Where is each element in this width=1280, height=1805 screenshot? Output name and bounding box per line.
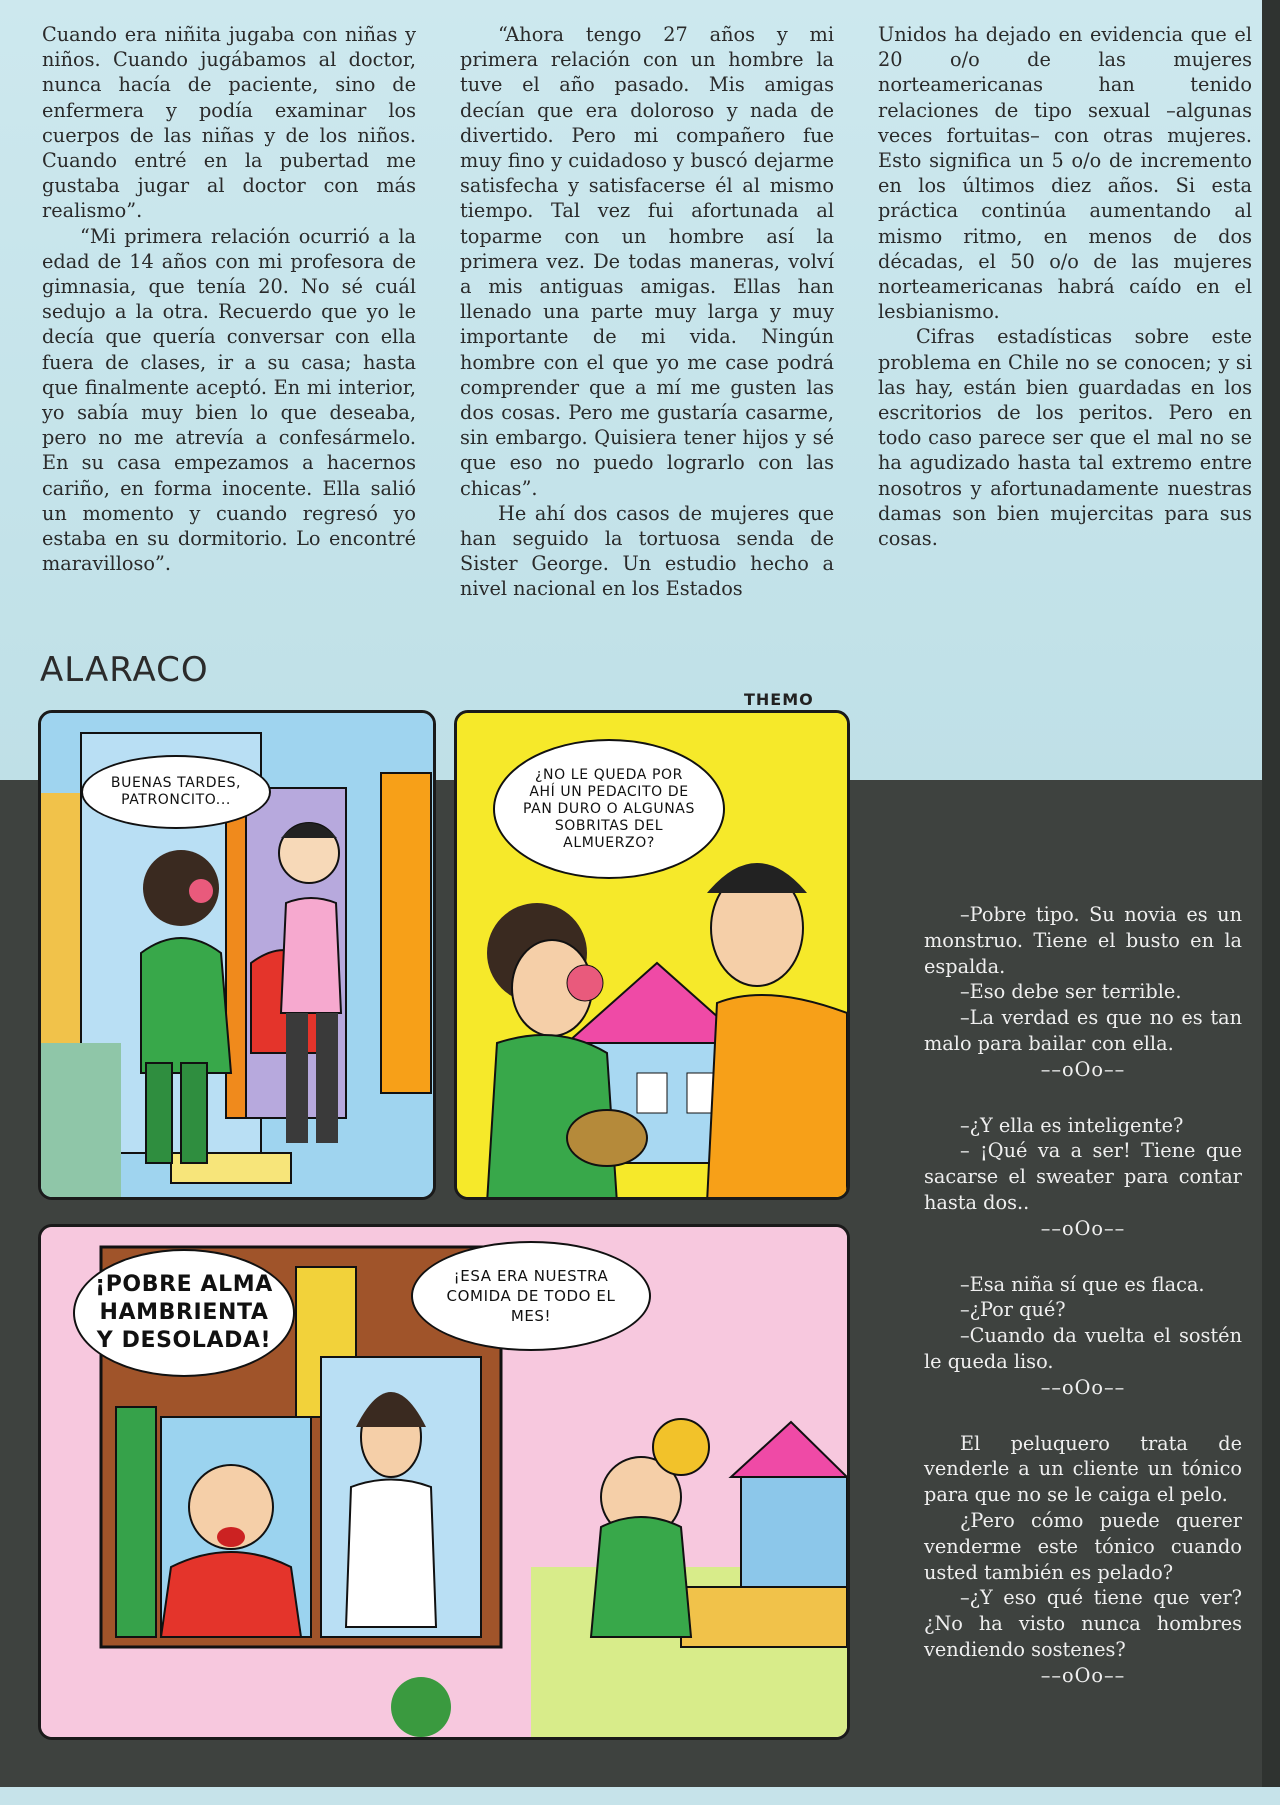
comic-signature: THEMO (744, 690, 814, 709)
paragraph: “Mi primera relación ocurrió a la edad de 14 años con mi profesora de gimnasia, que tenía 20. No sé cuál sedujo a la otra. Recuerdo que yo le decía que quería conversar con ella fuera de clases, ir a su casa; hasta que finalmente aceptó. En mi interior, yo sabía muy bien lo que deseaba, pero no me atrevía a confesármelo. En su casa empezamos a hacernos cariño, en forma inocente. Ella salió un momento y cuando regresó yo estaba en su dormitorio. Lo encontré maravilloso”. (42, 224, 416, 576)
joke-separator: ––oOo–– (1040, 1057, 1126, 1081)
joke-line: –Cuando da vuelta el sostén le queda liso. (924, 1324, 1242, 1373)
joke-line: – ¡Qué va a ser! Tiene que sacarse el sweater para contar hasta dos.. (924, 1139, 1242, 1214)
joke-line: –La verdad es que no es tan malo para bailar con ella. (924, 1006, 1242, 1055)
joke-line: El peluquero trata de venderle a un cliente un tónico para que no se le caiga el pelo. (924, 1431, 1242, 1507)
joke-separator: ––oOo–– (1040, 1375, 1126, 1399)
page-edge-shadow (1262, 0, 1280, 1787)
article-column-3 (878, 22, 1252, 551)
comic-panel-2 (454, 710, 850, 1200)
joke-separator: ––oOo–– (1040, 1216, 1126, 1240)
comic-panel-1 (38, 710, 436, 1200)
paragraph: Cuando era niñita jugaba con niñas y niños. Cuando jugábamos al doctor, nunca hacía de paciente, sino de enfermera y podía examinar los cuerpos de las niñas y de los niños. Cuando entré en la pubertad me gustaba jugar al doctor con más realismo”. (42, 23, 416, 223)
article-column-1 (42, 22, 416, 576)
paragraph: Cifras estadísticas sobre este problema en Chile no se conocen; y si las hay, están bien guardadas en los escritorios de los peritos. Pero en todo caso parece ser que el mal no se ha agudizado hasta tal extremo entre nosotros y afortunadamente nuestras damas son bien mujercitas para sus cosas. (878, 325, 1252, 551)
speech-bubble: ¿NO LE QUEDA POR AHÍ UN PEDACITO DE PAN DURO O ALGUNAS SOBRITAS DEL ALMUERZO? (493, 739, 725, 879)
speech-bubble: ¡ESA ERA NUESTRA COMIDA DE TODO EL MES! (411, 1241, 651, 1351)
article-column-2 (460, 22, 834, 602)
joke-line: –¿Y eso qué tiene que ver? ¿No ha visto nunca hombres vendiendo sostenes? (924, 1586, 1242, 1661)
joke-line: –Esa niña sí que es flaca. (960, 1272, 1205, 1296)
speech-bubble: BUENAS TARDES, PATRONCITO... (81, 755, 271, 829)
paragraph: He ahí dos casos de mujeres que han seguido la tortuosa senda de Sister George. Un estudio hecho a nivel nacional en los Estados (460, 501, 834, 601)
jokes-column (924, 902, 1242, 1719)
comic-strip (38, 710, 848, 1805)
comic-title: ALARACO (40, 650, 209, 690)
paragraph: Unidos ha dejado en evidencia que el 20 o/o de las mujeres norteamericanas han tenido relaciones de tipo sexual –algunas veces fortuitas– con otras mujeres. Esto significa un 5 o/o de incremento en los últimos diez años. Si esta práctica continúa aumentando al mismo ritmo, en menos de dos décadas, el 50 o/o de las mujeres norteamericanas habrá caído en el lesbianismo. (878, 23, 1252, 324)
speech-bubble: ¡POBRE ALMA HAMBRIENTA Y DESOLADA! (73, 1249, 295, 1377)
joke-line: –¿Por qué? (960, 1298, 1066, 1322)
paragraph: “Ahora tengo 27 años y mi primera relación con un hombre la tuve el año pasado. Mis amigas decían que era doloroso y nada de divertido. Pero mi compañero fue muy fino y cuidadoso y buscó dejarme satisfecha y satisfacerse él al mismo tiempo. Tal vez fui afortunada al toparme con un hombre así la primera vez. De todas maneras, volví a mis antiguas amigas. Ellas han llenado una parte muy larga y muy importante de mi vida. Ningún hombre con el que yo me case podrá comprender que a mí me gusten las dos cosas. Pero me gustaría casarme, sin embargo. Quisiera tener hijos y sé que eso no puedo lograrlo con las chicas”. (460, 23, 834, 500)
joke-line: ¿Pero cómo puede querer venderme este tónico cuando usted también es pelado? (924, 1508, 1242, 1584)
comic-panel-3 (38, 1224, 850, 1740)
joke-line: –Pobre tipo. Su novia es un monstruo. Tiene el busto en la espalda. (924, 903, 1242, 978)
joke-line: –Eso debe ser terrible. (960, 980, 1182, 1004)
joke-separator: ––oOo–– (1040, 1663, 1126, 1687)
joke-line: –¿Y ella es inteligente? (960, 1113, 1184, 1137)
